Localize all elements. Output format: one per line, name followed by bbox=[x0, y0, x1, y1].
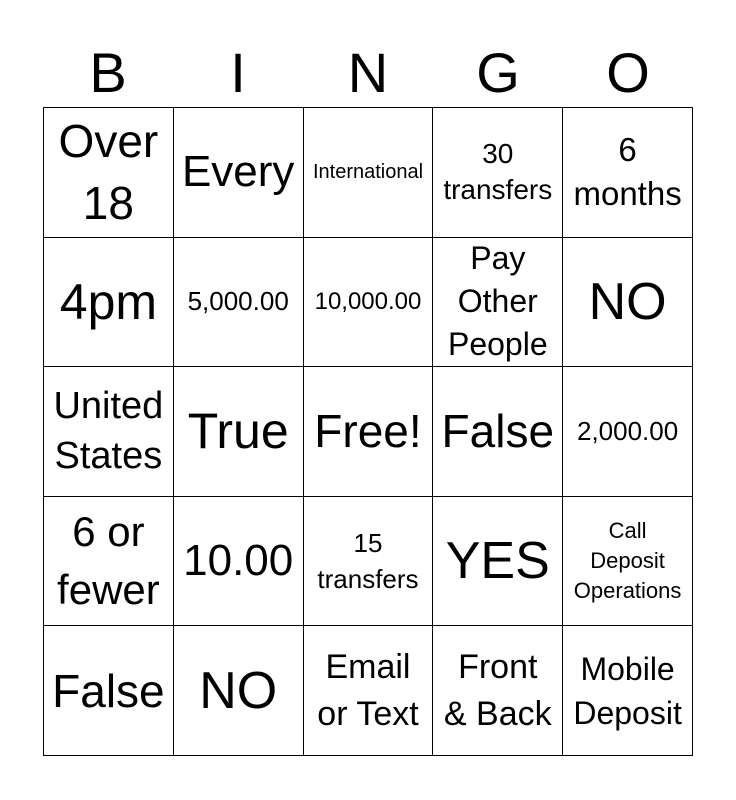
bingo-cell-r2-c3[interactable]: 10,000.00 bbox=[304, 238, 434, 368]
header-letter-b: B bbox=[89, 41, 127, 104]
bingo-header bbox=[43, 42, 693, 104]
header-letter-o: O bbox=[606, 41, 650, 104]
bingo-cell-r5-c5[interactable]: Mobile Deposit bbox=[563, 626, 693, 756]
bingo-cell-r4-c5[interactable]: Call Deposit Operations bbox=[563, 497, 693, 627]
bingo-cell-r5-c3[interactable]: Email or Text bbox=[304, 626, 434, 756]
bingo-cell-r3-c3[interactable]: Free! bbox=[304, 367, 434, 497]
bingo-cell-r3-c2[interactable]: True bbox=[174, 367, 304, 497]
header-letter-i: I bbox=[230, 41, 246, 104]
bingo-cell-r4-c2[interactable]: 10.00 bbox=[174, 497, 304, 627]
bingo-cell-r3-c4[interactable]: False bbox=[433, 367, 563, 497]
bingo-cell-r1-c5[interactable]: 6 months bbox=[563, 108, 693, 238]
header-letter-g: G bbox=[476, 41, 520, 104]
bingo-board bbox=[43, 107, 693, 756]
bingo-cell-r2-c2[interactable]: 5,000.00 bbox=[174, 238, 304, 368]
bingo-cell-r2-c4[interactable]: Pay Other People bbox=[433, 238, 563, 368]
bingo-cell-r2-c1[interactable]: 4pm bbox=[44, 238, 174, 368]
bingo-cell-r3-c1[interactable]: United States bbox=[44, 367, 174, 497]
bingo-cell-r4-c1[interactable]: 6 or fewer bbox=[44, 497, 174, 627]
bingo-cell-r5-c2[interactable]: NO bbox=[174, 626, 304, 756]
bingo-cell-r4-c3[interactable]: 15 transfers bbox=[304, 497, 434, 627]
header-letter-n: N bbox=[347, 41, 389, 104]
bingo-cell-r4-c4[interactable]: YES bbox=[433, 497, 563, 627]
bingo-cell-r5-c4[interactable]: Front & Back bbox=[433, 626, 563, 756]
bingo-cell-r2-c5[interactable]: NO bbox=[563, 238, 693, 368]
bingo-cell-r3-c5[interactable]: 2,000.00 bbox=[563, 367, 693, 497]
bingo-cell-r1-c4[interactable]: 30 transfers bbox=[433, 108, 563, 238]
bingo-cell-r5-c1[interactable]: False bbox=[44, 626, 174, 756]
bingo-cell-r1-c1[interactable]: Over 18 bbox=[44, 108, 174, 238]
bingo-cell-r1-c3[interactable]: International bbox=[304, 108, 434, 238]
bingo-cell-r1-c2[interactable]: Every bbox=[174, 108, 304, 238]
